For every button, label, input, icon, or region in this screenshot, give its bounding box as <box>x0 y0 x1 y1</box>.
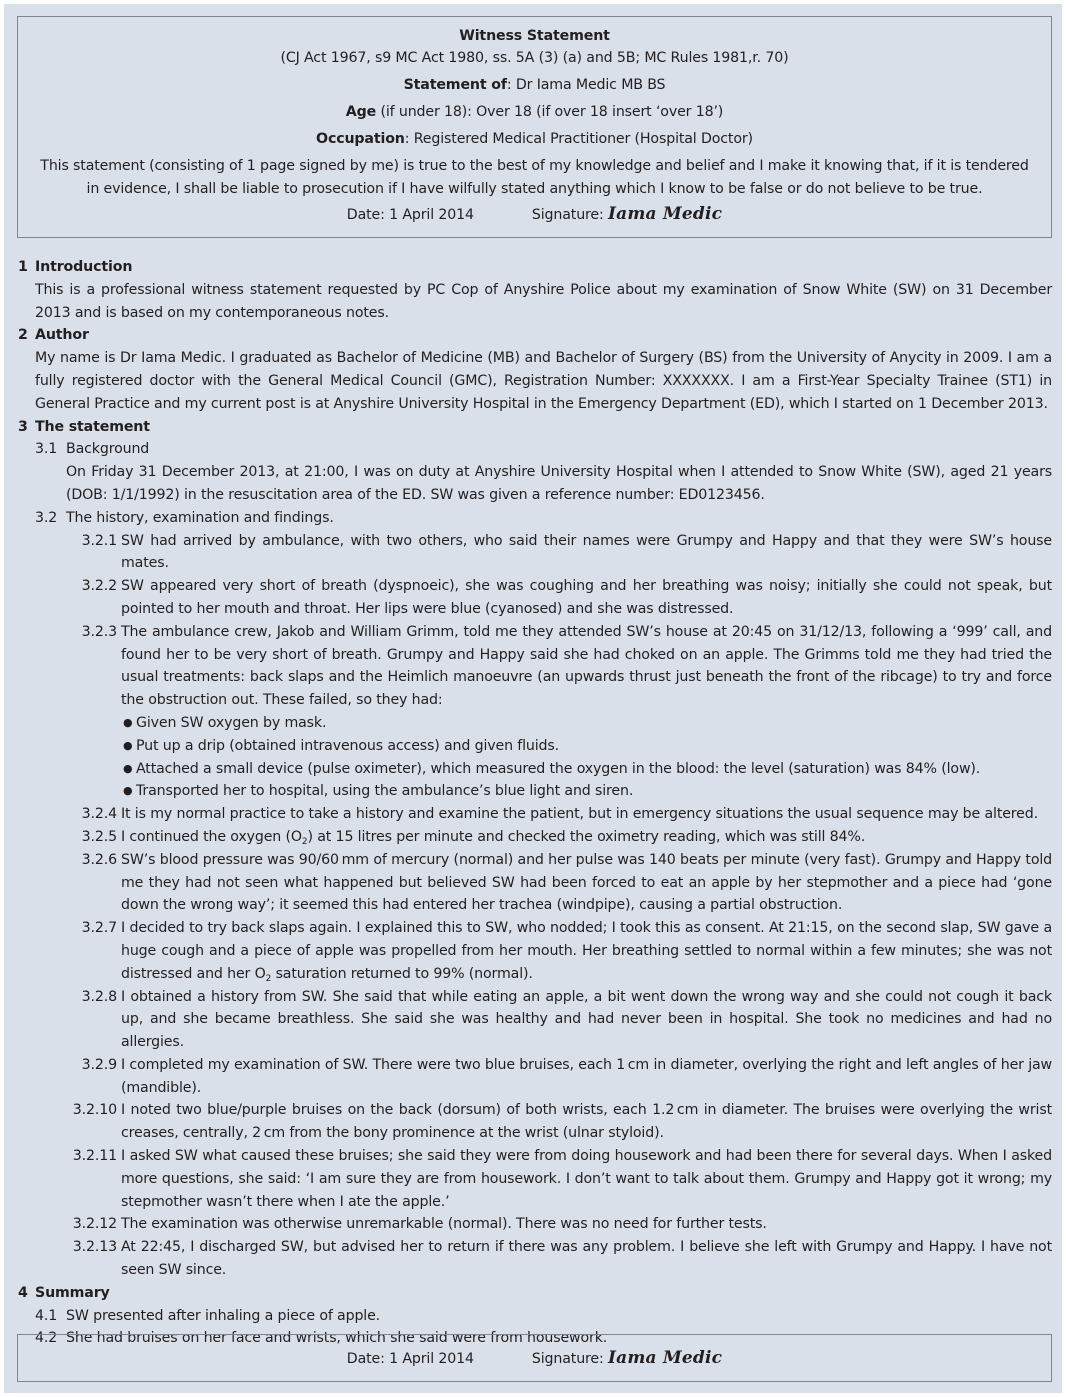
paragraph-3-2-3 <box>4 621 1062 712</box>
section-number: 4 <box>18 1284 28 1301</box>
paragraph-text: SW had arrived by ambulance, with two others, who said their names were Grumpy and Happy and that they were SW’s house mates. <box>121 532 1052 572</box>
subsection-heading-background <box>4 438 1062 461</box>
paragraph-number: 3.2.3 <box>81 623 117 640</box>
paragraph-number: 3.2.2 <box>81 578 117 595</box>
bullet-text: Given SW oxygen by mask. <box>136 714 327 731</box>
summary-number: 4.2 <box>35 1330 58 1347</box>
section-title: Author <box>35 327 89 344</box>
paragraph-3-2-2 <box>4 575 1062 621</box>
statement-header-box <box>17 16 1052 238</box>
summary-number: 4.1 <box>35 1307 58 1324</box>
section-heading-summary <box>4 1282 1062 1305</box>
section-number: 3 <box>18 418 28 435</box>
summary-text: SW presented after inhaling a piece of apple. <box>66 1307 381 1324</box>
paragraph-3-2-5 <box>4 826 1062 849</box>
age-line <box>18 101 1051 124</box>
bullet-text: Transported her to hospital, using the ambulance’s blue light and siren. <box>136 783 634 800</box>
occupation-label: Occupation <box>316 131 405 147</box>
bullet-text: Put up a drip (obtained intravenous access) and given fluids. <box>136 737 560 754</box>
paragraph-number: 3.2.13 <box>72 1239 117 1256</box>
background-text: On Friday 31 December 2013, at 21:00, I was on duty at Anyshire University Hospital when I attended to Snow White (SW), aged 21 years (DOB: 1/1/1992) in the resuscitation area of the ED. SW was given a reference number: ED0123456. <box>66 464 1052 503</box>
paragraph-3-2-11 <box>4 1145 1062 1213</box>
paragraph-text-a: I decided to try back slaps again. I explained this to SW, who nodded; I took this as consent. At 21:15, on the second slap, SW gave a huge cough and a piece of apple was propelled from her mouth. Her breathing settled to normal within a few minutes; she was not distressed and her O <box>121 920 1052 982</box>
author-text: My name is Dr Iama Medic. I graduated as Bachelor of Medicine (MB) and Bachelor of Surgery (BS) from the University of Anycity in 2009. I am a fully registered doctor with the General Medical Council (GMC), Registration Number: XXXXXXX. I am a First-Year Specialty Trainee (ST1) in General Practice and my current post is at Anyshire University Hospital in the Emergency Department (ED), which I started on 1 December 2013. <box>35 350 1052 412</box>
summary-text: She had bruises on her face and wrists, which she said were from housework. <box>66 1330 608 1347</box>
section-title: Introduction <box>35 259 133 275</box>
section-heading-statement <box>4 416 1062 439</box>
paragraph-number: 3.2.8 <box>81 988 117 1005</box>
age-value: (if under 18): Over 18 (if over 18 insert ‘over 18’) <box>376 104 724 120</box>
document-title: Witness Statement <box>459 28 610 44</box>
paragraph-3-2-9 <box>4 1054 1062 1100</box>
paragraph-text: I completed my examination of SW. There were two blue bruises, each 1 cm in diameter, overlying the right and left angles of her jaw (mandible). <box>121 1056 1052 1096</box>
paragraph-number: 3.2.5 <box>81 828 117 845</box>
paragraph-3-2-6 <box>4 849 1062 917</box>
paragraph-text: I asked SW what caused these bruises; she said they were from doing housework and had been there for several days. When I asked more questions, she said: ‘I am sure they are from housework. I don’t want to talk about them. Grumpy and Happy got it wrong; my stepmother wasn’t there when I ate the apple.’ <box>121 1148 1052 1210</box>
paragraph-text-b: ) at 15 litres per minute and checked the oximetry reading, which was still 84%. <box>307 828 866 845</box>
paragraph-text: At 22:45, I discharged SW, but advised her to return if there was any problem. I believe she left with Grumpy and Happy. I have not seen SW since. <box>121 1239 1052 1279</box>
footer-signature: Iama Medic <box>607 1348 723 1368</box>
section-title: The statement <box>35 418 150 435</box>
bullet-text: Attached a small device (pulse oximeter), which measured the oxygen in the blood: the level (saturation) was 84% (low). <box>136 760 981 777</box>
statement-footer-box <box>17 1334 1052 1382</box>
paragraph-text: I noted two blue/purple bruises on the back (dorsum) of both wrists, each 1.2 cm in diameter. The bruises were overlying the wrist creases, centrally, 2 cm from the bony prominence at the wrist (ulnar styloid). <box>121 1102 1052 1142</box>
paragraph-text-b: saturation returned to 99% (normal). <box>271 965 533 982</box>
bullet-icon: ● <box>123 784 133 798</box>
paragraph-3-2-10 <box>4 1099 1062 1145</box>
treatment-bullet-list <box>4 712 1062 803</box>
paragraph-3-2-8 <box>4 986 1062 1054</box>
footer-signature-row <box>18 1345 1051 1371</box>
summary-item-4-1 <box>4 1305 1062 1328</box>
statement-of-line <box>18 74 1051 97</box>
paragraph-3-2-4 <box>4 803 1062 826</box>
section-number: 1 <box>18 259 28 275</box>
subsection-title: The history, examination and findings. <box>66 509 334 526</box>
section-number: 2 <box>18 327 28 344</box>
statement-of-value: : Dr Iama Medic MB BS <box>506 77 666 93</box>
witness-statement-page <box>4 4 1062 1393</box>
paragraph-number: 3.2.1 <box>81 532 117 549</box>
paragraph-number: 3.2.9 <box>81 1056 117 1073</box>
header-signature: Iama Medic <box>607 204 723 224</box>
declaration-text: This statement (consisting of 1 page signed by me) is true to the best of my knowledge and belief and I make it knowing that, if it is tendered in evidence, I shall be liable to prosecution if I have wilfully stated anything which I know to be false or do not believe to be true. <box>40 158 1029 197</box>
bullet-item <box>121 758 1062 781</box>
legal-reference: (CJ Act 1967, s9 MC Act 1980, ss. 5A (3) (a) and 5B; MC Rules 1981,r. 70) <box>280 50 789 66</box>
paragraph-3-2-13 <box>4 1236 1062 1282</box>
paragraph-text: The examination was otherwise unremarkable (normal). There was no need for further tests. <box>121 1216 767 1233</box>
bullet-item <box>121 780 1062 803</box>
statement-body <box>4 256 1062 1350</box>
occupation-line <box>18 128 1051 151</box>
paragraph-3-2-1 <box>4 530 1062 576</box>
subsection-heading-history <box>4 507 1062 530</box>
header-signature-row <box>18 201 1051 227</box>
introduction-text: This is a professional witness statement requested by PC Cop of Anyshire Police about my examination of Snow White (SW) on 31 December 2013 and is based on my contemporaneous notes. <box>35 281 1052 321</box>
subsection-title: Background <box>66 441 150 458</box>
subsection-number: 3.1 <box>35 441 58 458</box>
footer-date: Date: 1 April 2014 <box>346 1351 474 1367</box>
bullet-item <box>121 735 1062 758</box>
subscript: 2 <box>301 836 308 847</box>
section-title: Summary <box>35 1284 110 1301</box>
paragraph-number: 3.2.11 <box>72 1148 117 1165</box>
paragraph-3-2-12 <box>4 1213 1062 1236</box>
subscript: 2 <box>265 973 272 984</box>
bullet-icon: ● <box>123 738 133 752</box>
age-label: Age <box>345 104 377 120</box>
section-heading-author <box>4 324 1062 347</box>
bullet-icon: ● <box>123 761 133 775</box>
paragraph-number: 3.2.10 <box>72 1102 117 1119</box>
paragraph-text: SW’s blood pressure was 90/60 mm of mercury (normal) and her pulse was 140 beats per minute (very fast). Grumpy and Happy told me they had not seen what happened but believed SW had been forced to eat an apple by her stepmother and a piece had ‘gone down the wrong way’; it seemed this had entered her trachea (windpipe), causing a partial obstruction. <box>121 851 1052 914</box>
header-date: Date: 1 April 2014 <box>346 207 474 223</box>
paragraph-number: 3.2.12 <box>72 1216 117 1233</box>
statement-of-label: Statement of <box>403 77 507 93</box>
bullet-icon: ● <box>123 715 133 729</box>
subsection-number: 3.2 <box>35 509 58 526</box>
bullet-item <box>121 712 1062 735</box>
paragraph-number: 3.2.4 <box>81 806 117 823</box>
paragraph-text: The ambulance crew, Jakob and William Grimm, told me they attended SW’s house at 20:45 on 31/12/13, following a ‘999’ call, and found her to be very short of breath. Grumpy and Happy said she had choked on an apple. The Grimms told me they had tried the usual treatments: back slaps and the Heimlich manoeuvre (an upwards thrust just beneath the front of the ribcage) to try and force the obstruction out. These failed, so they had: <box>121 623 1052 709</box>
paragraph-number: 3.2.7 <box>81 920 117 937</box>
paragraph-3-2-7 <box>4 917 1062 985</box>
paragraph-text: SW appeared very short of breath (dyspnoeic), she was coughing and her breathing was noisy; initially she could not speak, but pointed to her mouth and throat. Her lips were blue (cyanosed) and she was distressed. <box>121 578 1052 617</box>
occupation-value: : Registered Medical Practitioner (Hospital Doctor) <box>404 131 753 147</box>
section-heading-introduction <box>4 256 1062 279</box>
footer-signature-label: Signature: <box>531 1351 608 1367</box>
paragraph-text-a: I continued the oxygen (O <box>121 828 302 845</box>
paragraph-text: It is my normal practice to take a history and examine the patient, but in emergency situations the usual sequence may be altered. <box>121 806 1038 823</box>
header-signature-label: Signature: <box>531 207 608 223</box>
paragraph-text: I obtained a history from SW. She said that while eating an apple, a bit went down the wrong way and she could not cough it back up, and she became breathless. She said she was healthy and had never been in hospital. She took no medicines and had no allergies. <box>121 988 1052 1051</box>
paragraph-number: 3.2.6 <box>81 851 117 868</box>
